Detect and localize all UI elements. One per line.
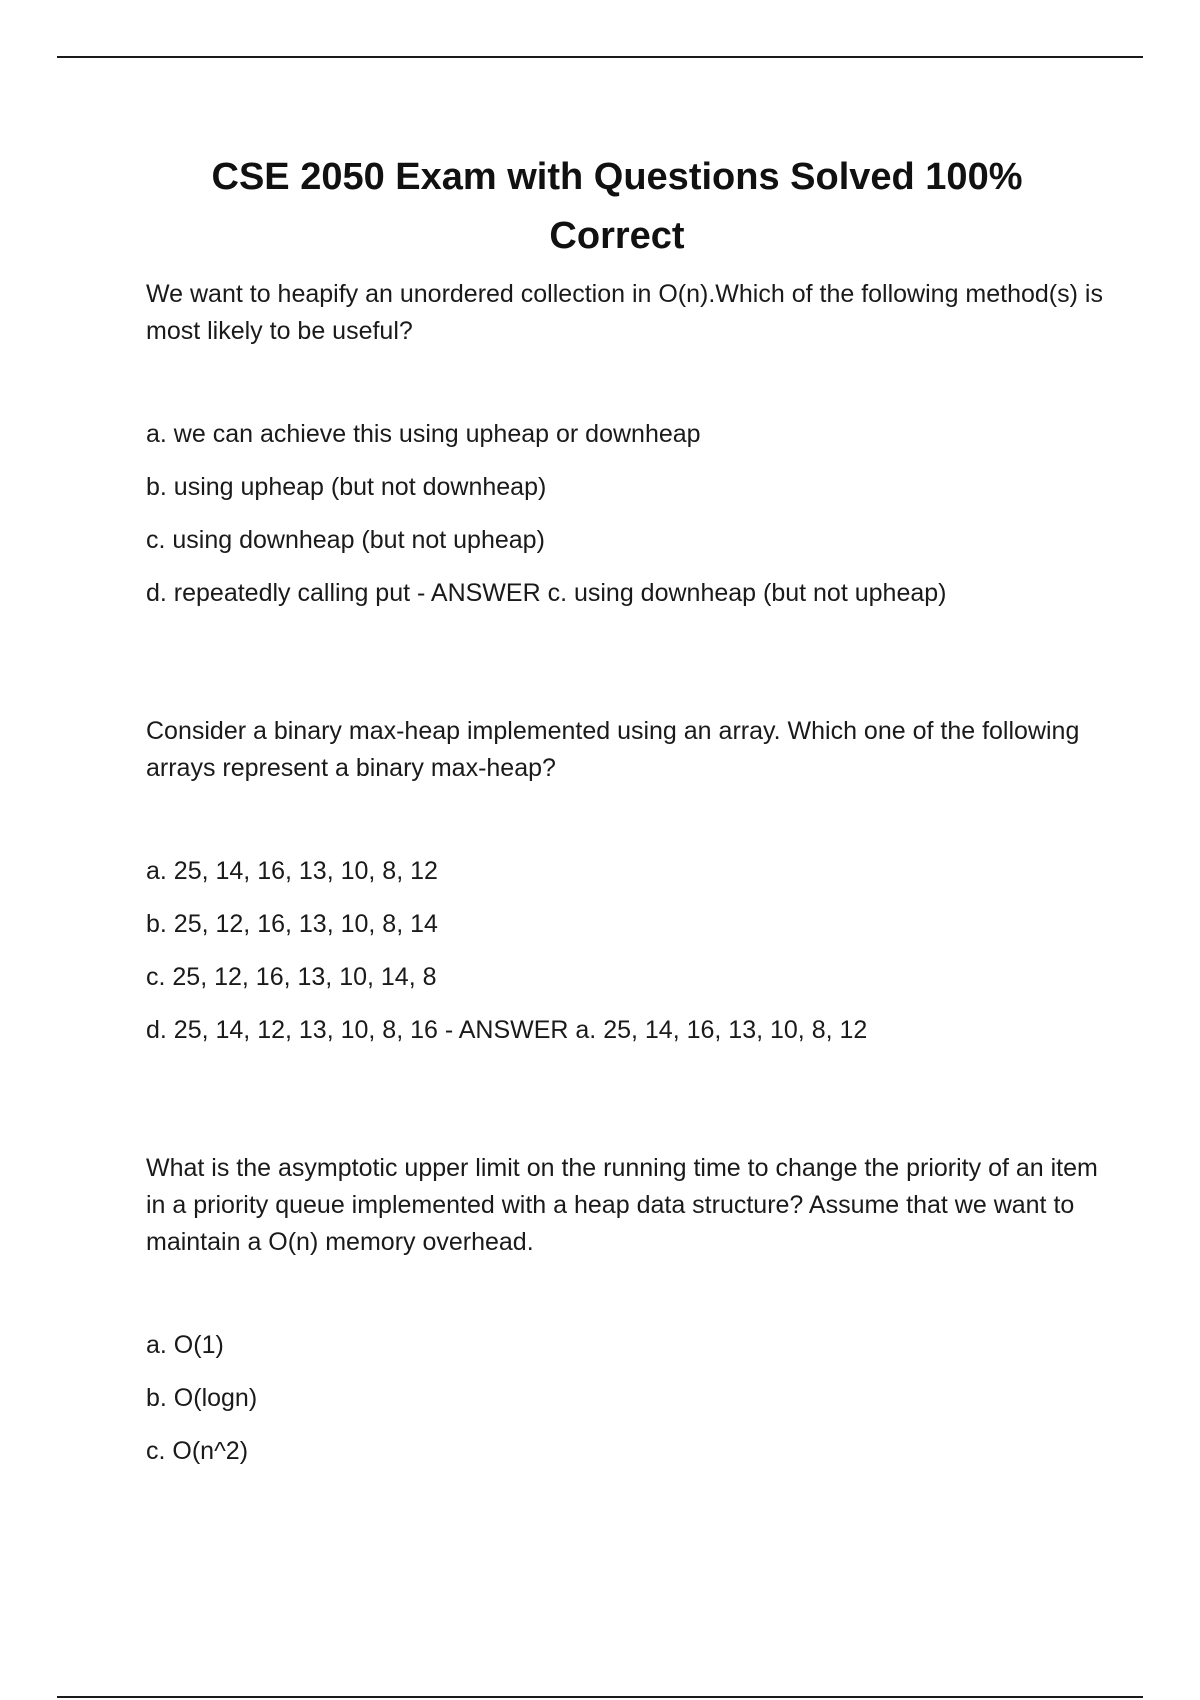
answer-option: b. 25, 12, 16, 13, 10, 8, 14 — [146, 910, 438, 938]
answer-option: b. O(logn) — [146, 1384, 258, 1412]
page-title: CSE 2050 Exam with Questions Solved 100% Correct — [211, 156, 1023, 257]
answer-option: c. O(n^2) — [146, 1437, 249, 1465]
answer-option: a. we can achieve this using upheap or downheap — [146, 420, 701, 448]
answer-option: b. using upheap (but not downheap) — [146, 473, 547, 501]
answer-option: a. 25, 14, 16, 13, 10, 8, 12 — [146, 857, 438, 885]
question-block-3 — [146, 1150, 1106, 1469]
answer-option: d. 25, 14, 12, 13, 10, 8, 16 - ANSWER a. 25, 14, 16, 13, 10, 8, 12 — [146, 1016, 868, 1044]
answer-option: c. 25, 12, 16, 13, 10, 14, 8 — [146, 963, 437, 991]
question-block-1 — [146, 276, 1106, 611]
answer-option: d. repeatedly calling put - ANSWER c. using downheap (but not upheap) — [146, 579, 947, 607]
question-text: What is the asymptotic upper limit on the running time to change the priority of an item in a priority queue implemented with a heap data structure? Assume that we want to maintain a O(n) memory overhead. — [146, 1154, 1098, 1256]
question-text: Consider a binary max-heap implemented using an array. Which one of the following arrays represent a binary max-heap? — [146, 717, 1080, 782]
document-body — [146, 276, 1106, 1486]
question-block-2 — [146, 713, 1106, 1048]
footer-divider — [57, 1696, 1143, 1698]
answer-option: c. using downheap (but not upheap) — [146, 526, 545, 554]
question-text: We want to heapify an unordered collection in O(n).Which of the following method(s) is most likely to be useful? — [146, 280, 1103, 345]
answer-option: a. O(1) — [146, 1331, 224, 1359]
header-divider — [57, 56, 1143, 58]
